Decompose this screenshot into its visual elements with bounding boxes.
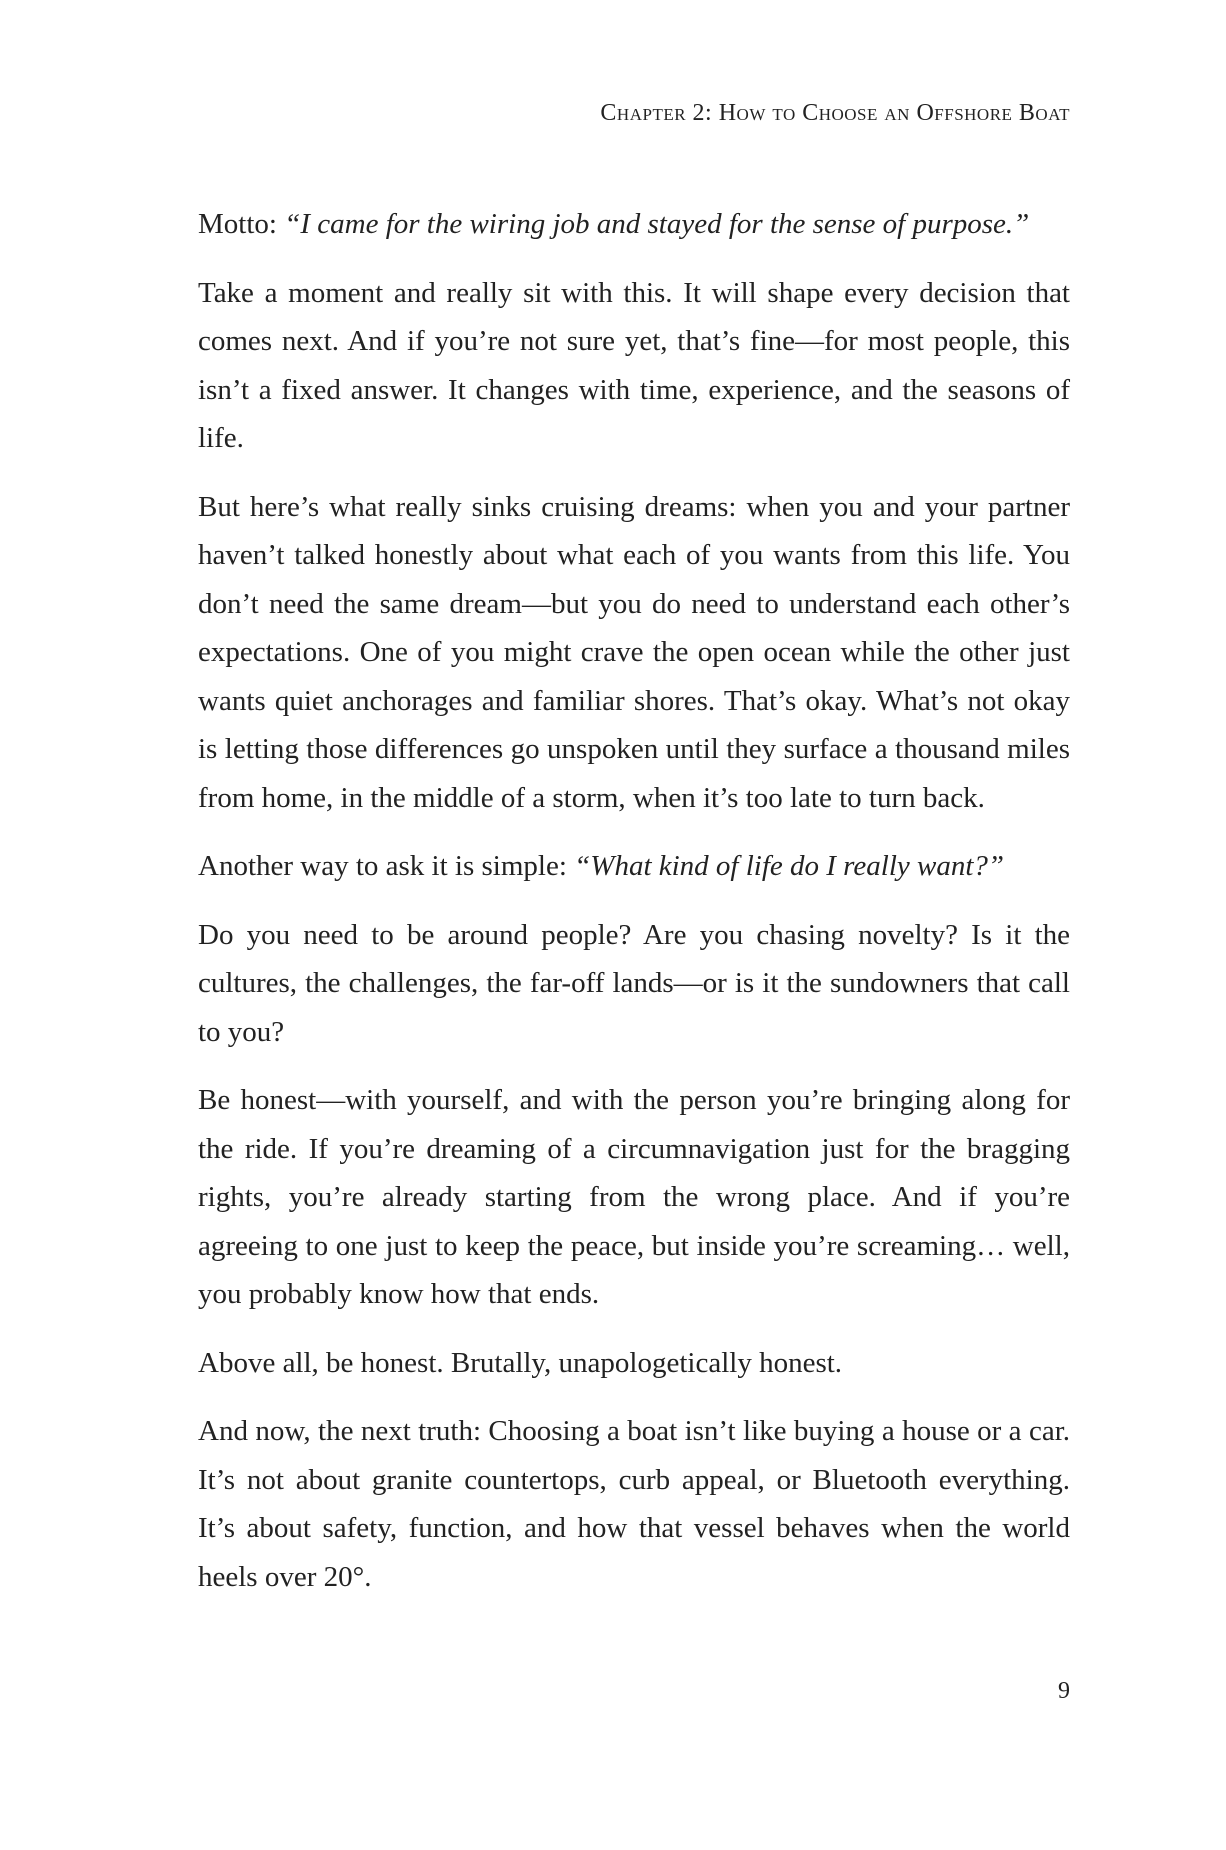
paragraph-5: Do you need to be around people? Are you chasing novelty? Is it the cultures, the challenges, the far-off lands—or is it the sundowners that call to you?	[198, 918, 1070, 1048]
motto-quote: “I came for the wiring job and stayed for the sense of purpose.”	[284, 208, 1030, 240]
body-text	[198, 200, 1070, 1621]
paragraph-6: Be honest—with yourself, and with the person you’re bringing along for the ride. If you’re dreaming of a circumnavigation just for the bragging rights, you’re already starting from the wrong place. And if you’re agreeing to one just to keep the peace, but inside you’re screaming… well, you probably know how that ends.	[198, 1084, 1070, 1310]
page-number: 9	[1058, 1678, 1070, 1704]
paragraph-2: Take a moment and really sit with this. It will shape every decision that comes next. And if you’re not sure yet, that’s fine—for most people, this isn’t a fixed answer. It changes with time, experience, and the seasons of life.	[198, 276, 1070, 454]
motto-label: Motto:	[198, 208, 277, 240]
paragraph-4	[198, 842, 1070, 891]
question-quote: “What kind of life do I really want?”	[574, 850, 1005, 882]
motto-paragraph	[198, 200, 1070, 249]
question-lead: Another way to ask it is simple:	[198, 850, 567, 882]
paragraph-7: Above all, be honest. Brutally, unapologetically honest.	[198, 1346, 843, 1379]
running-header: Chapter 2: How to Choose an Offshore Boat	[600, 100, 1070, 126]
paragraph-8: And now, the next truth: Choosing a boat isn’t like buying a house or a car. It’s not about granite countertops, curb appeal, or Bluetooth everything. It’s about safety, function, and how that vessel behaves when the world heels over 20°.	[198, 1415, 1070, 1593]
paragraph-3: But here’s what really sinks cruising dreams: when you and your partner haven’t talked honestly about what each of you wants from this life. You don’t need the same dream—but you do need to understand each other’s expectations. One of you might crave the open ocean while the other just wants quiet anchorages and familiar shores. That’s okay. What’s not okay is letting those differences go unspoken until they surface a thousand miles from home, in the middle of a storm, when it’s too late to turn back.	[198, 490, 1070, 814]
